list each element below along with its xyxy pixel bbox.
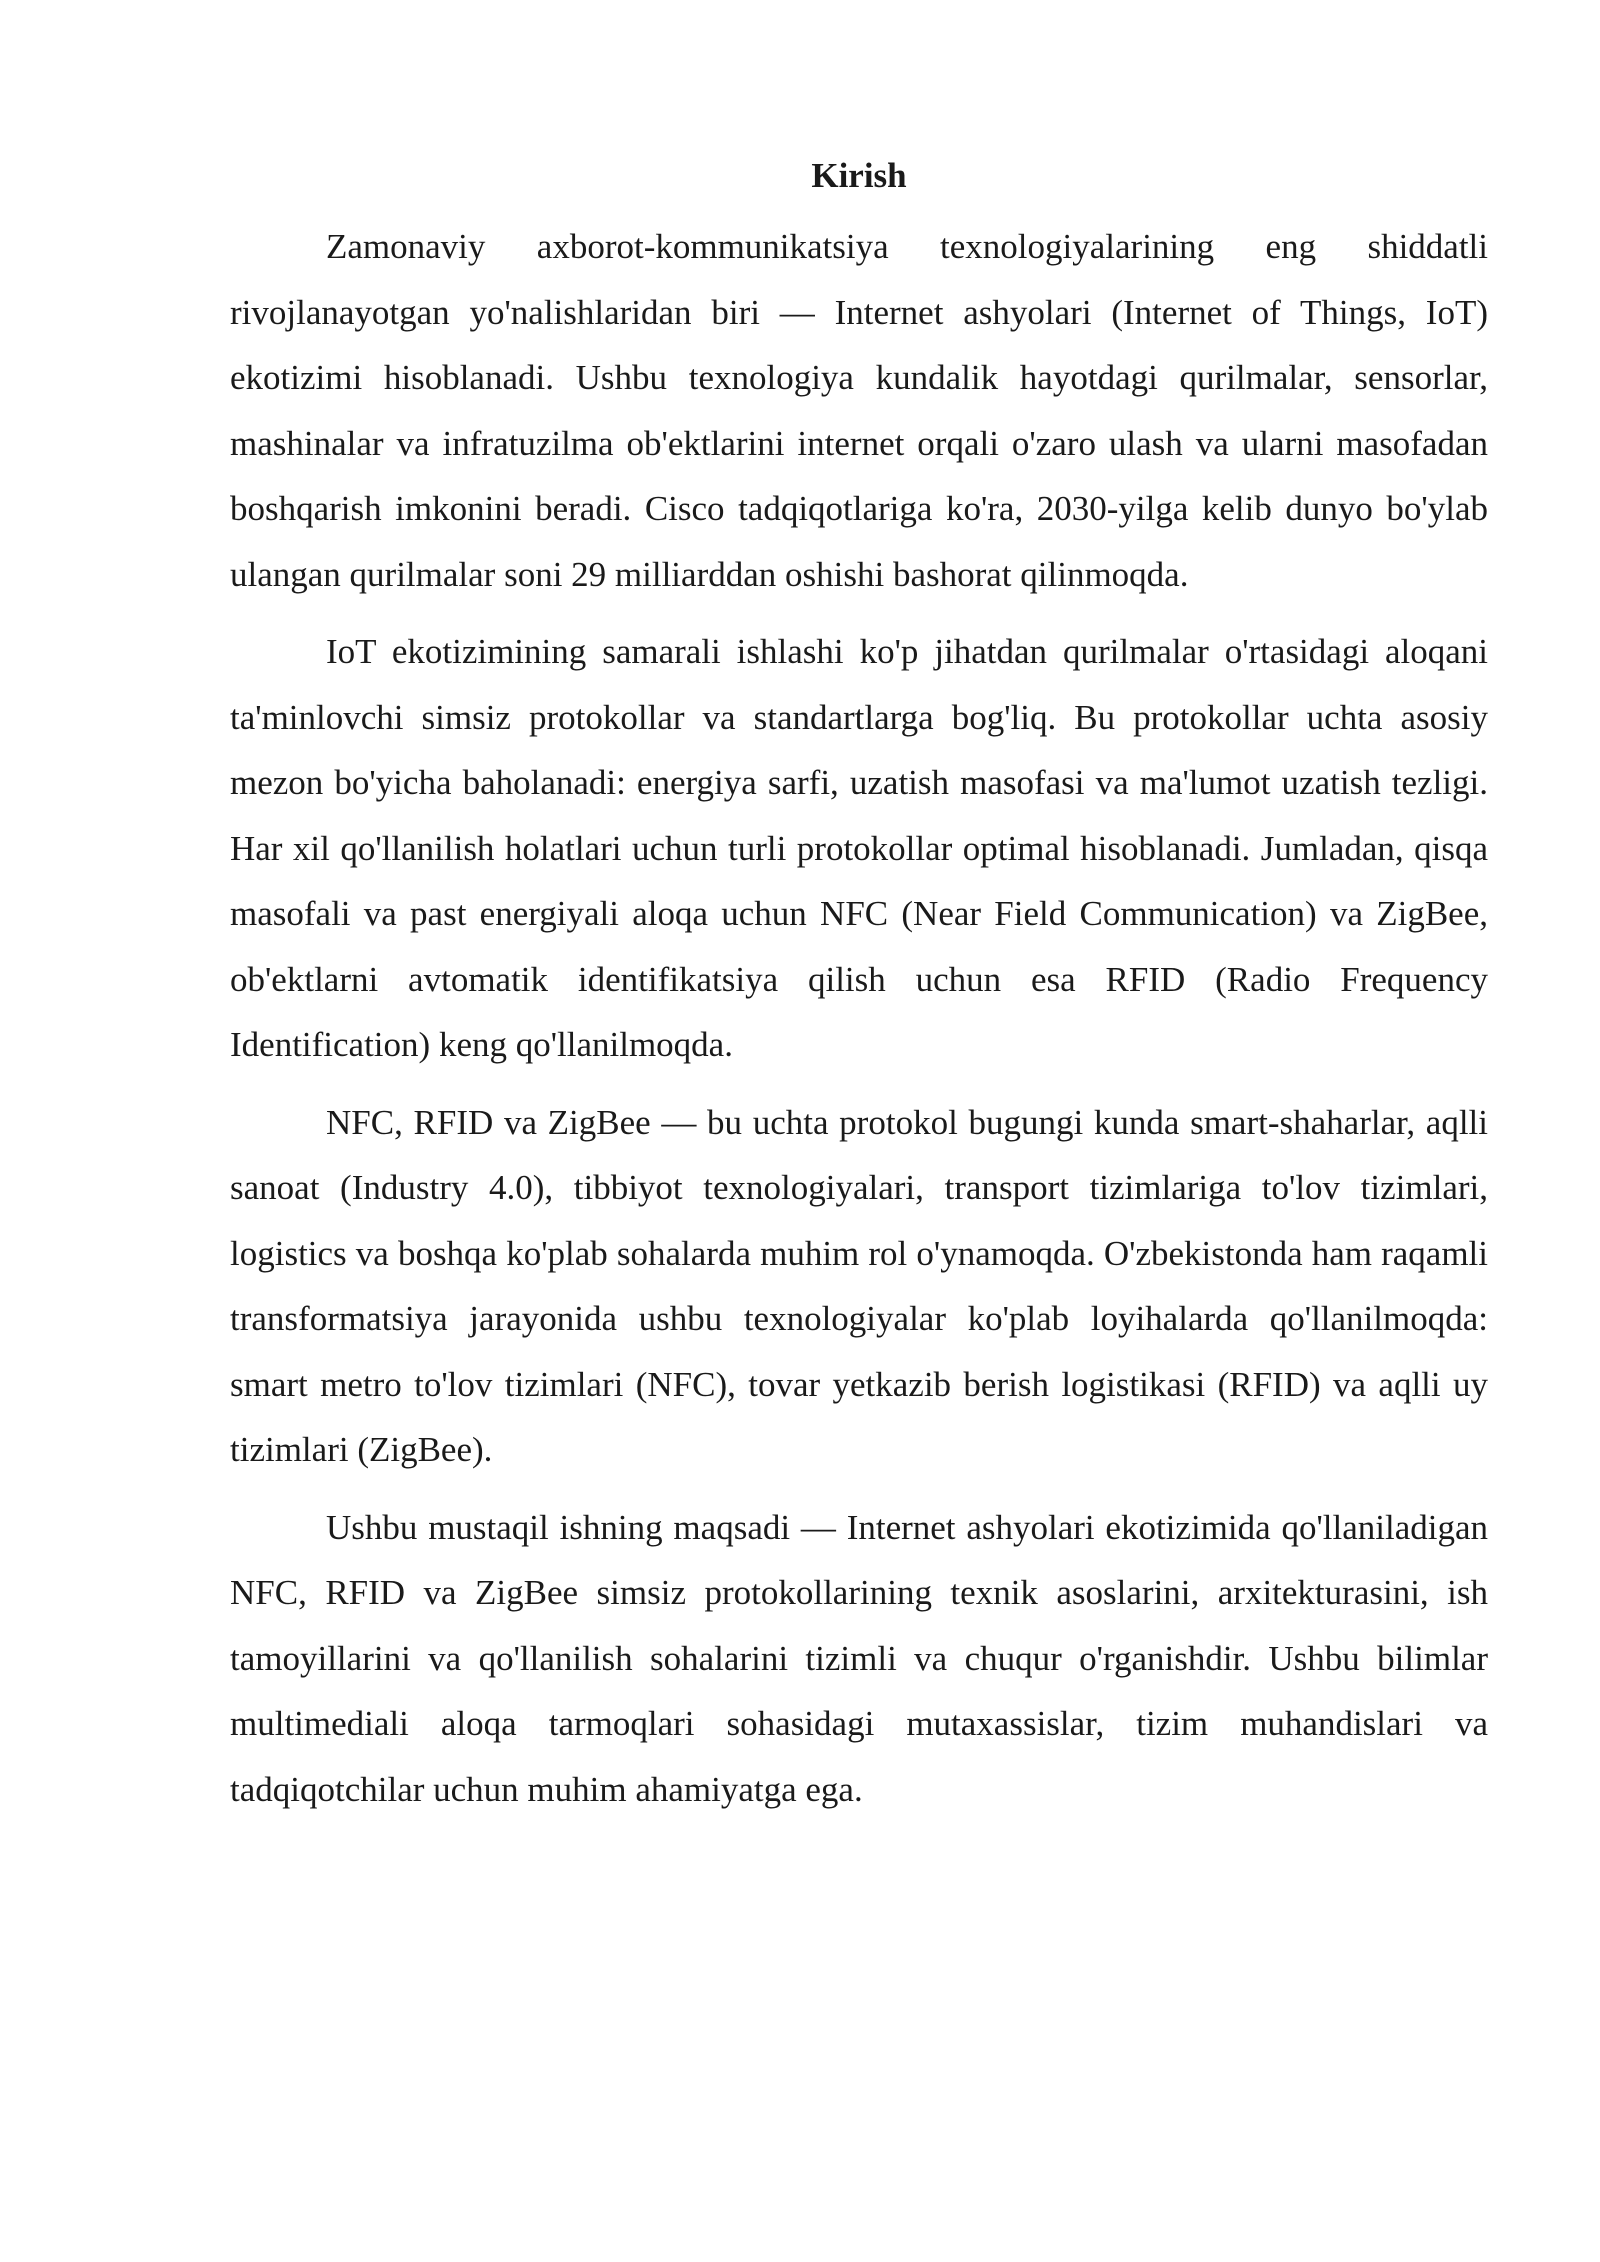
paragraph-3: NFC, RFID va ZigBee — bu uchta protokol bugungi kunda smart-shaharlar, aqlli sanoat (Industry 4.0), tibbiyot texnologiyalari, transport tizimlariga to'lov tizimlari, logistics va boshqa ko'plab sohalarda muhim rol o'ynamoqda. O'zbekistonda ham raqamli transformatsiya jarayonida ushbu texnologiyalar ko'plab loyihalarda qo'llanilmoqda: smart metro to'lov tizimlari (NFC), tovar yetkazib berish logistikasi (RFID) va aqlli uy tizimlari (ZigBee). [230,1102,1488,1469]
paragraph-2: IoT ekotizimining samarali ishlashi ko'p jihatdan qurilmalar o'rtasidagi aloqani ta'minlovchi simsiz protokollar va standartlarga bog'liq. Bu protokollar uchta asosiy mezon bo'yicha baholanadi: energiya sarfi, uzatish masofasi va ma'lumot uzatish tezligi. Har xil qo'llanilish holatlari uchun turli protokollar optimal hisoblanadi. Jumladan, qisqa masofali va past energiyali aloqa uchun NFC (Near Field Communication) va ZigBee, ob'ektlarni avtomatik identifikatsiya qilish uchun esa RFID (Radio Frequency Identification) keng qo'llanilmoqda. [230,632,1488,1064]
section-heading: Kirish [811,156,907,195]
paragraph-1: Zamonaviy axborot-kommunikatsiya texnologiyalarining eng shiddatli rivojlanayotgan yo'nalishlaridan biri — Internet ashyolari (Internet of Things, IoT) ekotizimi hisoblanadi. Ushbu texnologiya kundalik hayotdagi qurilmalar, sensorlar, mashinalar va infratuzilma ob'ektlarini internet orqali o'zaro ulash va ularni masofadan boshqarish imkonini beradi. Cisco tadqiqotlariga ko'ra, 2030-yilga kelib dunyo bo'ylab ulangan qurilmalar soni 29 milliarddan oshishi bashorat qilinmoqda. [230,227,1488,594]
document-body [230,146,1488,1834]
paragraph-4: Ushbu mustaqil ishning maqsadi — Internet ashyolari ekotizimida qo'llaniladigan NFC, RFID va ZigBee simsiz protokollarining texnik asoslarini, arxitekturasini, ish tamoyillarini va qo'llanilish sohalarini tizimli va chuqur o'rganishdir. Ushbu bilimlar multimediali aloqa tarmoqlari sohasidagi mutaxassislar, tizim muhandislari va tadqiqotchilar uchun muhim ahamiyatga ega. [230,1507,1488,1809]
